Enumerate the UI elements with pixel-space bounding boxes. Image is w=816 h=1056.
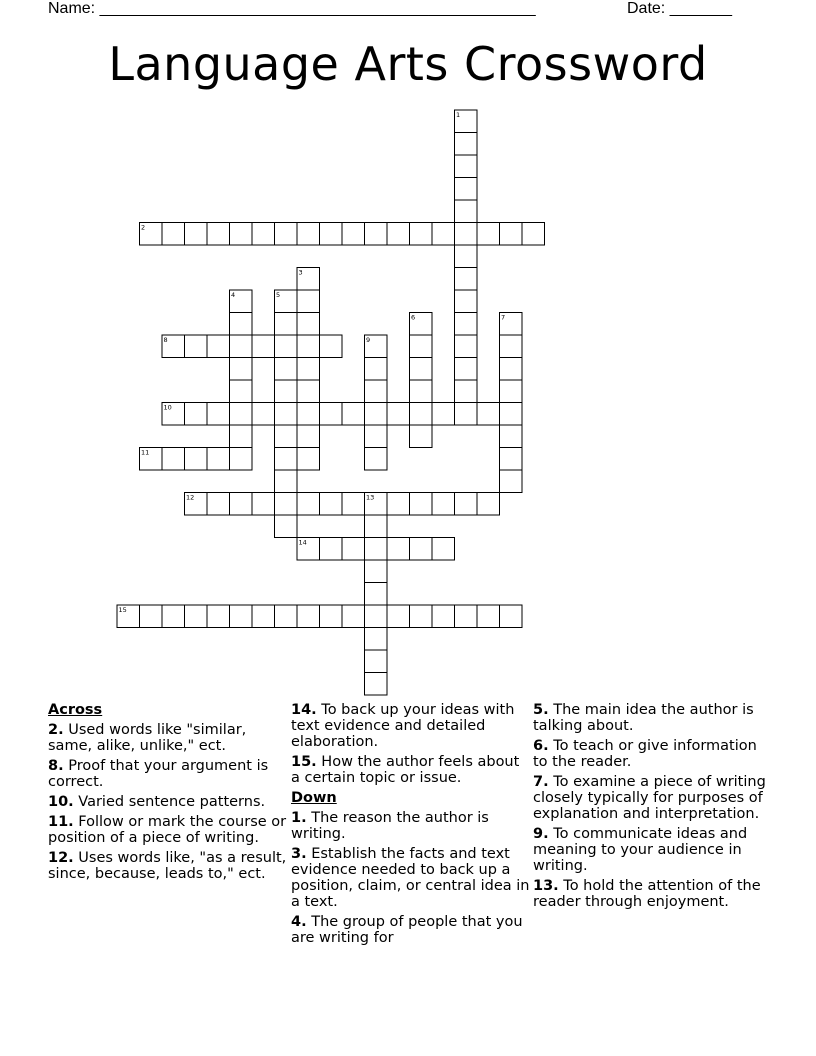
- grid-cell[interactable]: [387, 538, 410, 561]
- grid-cell[interactable]: [410, 403, 433, 426]
- grid-cell[interactable]: [455, 268, 478, 291]
- grid-cell[interactable]: [387, 493, 410, 516]
- clue-number: 4.: [291, 914, 307, 930]
- clue-number: 8.: [48, 758, 64, 774]
- clue-down-4: [291, 914, 531, 946]
- clue-number: 3.: [291, 846, 307, 862]
- clue-number: 10.: [48, 794, 74, 810]
- grid-cell[interactable]: [342, 538, 365, 561]
- grid-cell[interactable]: [207, 403, 230, 426]
- clue-number: 12.: [48, 850, 74, 866]
- grid-cell[interactable]: [297, 605, 320, 628]
- grid-cell[interactable]: [297, 403, 320, 426]
- grid-cell[interactable]: [410, 425, 433, 448]
- grid-cell[interactable]: [252, 335, 275, 358]
- grid-cell[interactable]: [297, 425, 320, 448]
- clue-column-2: [291, 702, 531, 950]
- clue-text: The main idea the author is talking about.: [533, 702, 754, 734]
- clue-column-3: [533, 702, 773, 914]
- cell-number: 4: [231, 291, 236, 299]
- name-field[interactable]: Name: _________________________________________________: [48, 0, 536, 17]
- clue-across-11: [48, 814, 288, 846]
- clue-down-9: [533, 826, 773, 874]
- grid-cell[interactable]: [365, 358, 388, 381]
- grid-cell[interactable]: [230, 493, 253, 516]
- grid-cell[interactable]: [455, 313, 478, 336]
- clue-text: Follow or mark the course or position of a piece of writing.: [48, 814, 287, 846]
- cell-number: 5: [276, 291, 281, 299]
- clue-across-14: [291, 702, 531, 750]
- grid-cell[interactable]: [365, 650, 388, 673]
- date-field[interactable]: Date: _______: [627, 0, 732, 17]
- cell-number: 14: [298, 538, 307, 547]
- grid-cell[interactable]: [207, 493, 230, 516]
- grid-cell[interactable]: [410, 335, 433, 358]
- grid-cell[interactable]: [365, 380, 388, 403]
- grid-cell[interactable]: [342, 605, 365, 628]
- grid-cell[interactable]: [432, 403, 455, 426]
- clue-down-13: [533, 878, 773, 910]
- grid-cell[interactable]: [455, 335, 478, 358]
- cell-number: 12: [186, 493, 195, 502]
- grid-cell[interactable]: [185, 223, 208, 246]
- grid-cell[interactable]: [455, 605, 478, 628]
- grid-cell[interactable]: [410, 358, 433, 381]
- grid-cell[interactable]: [500, 605, 523, 628]
- cell-number: 11: [141, 448, 150, 457]
- clue-number: 5.: [533, 702, 549, 718]
- grid-cell[interactable]: [185, 448, 208, 471]
- clue-number: 14.: [291, 702, 317, 718]
- grid-cell[interactable]: [275, 515, 298, 538]
- clue-number: 2.: [48, 722, 64, 738]
- grid-cell[interactable]: [455, 133, 478, 156]
- grid-cell[interactable]: [410, 538, 433, 561]
- clue-down-5: [533, 702, 773, 734]
- grid-cell[interactable]: [230, 425, 253, 448]
- grid-cell[interactable]: [230, 605, 253, 628]
- grid-cell[interactable]: [500, 448, 523, 471]
- grid-cell[interactable]: [455, 380, 478, 403]
- grid-cell[interactable]: [230, 223, 253, 246]
- grid-cell[interactable]: [477, 493, 500, 516]
- clue-down-1: [291, 810, 531, 842]
- clue-down-7: [533, 774, 773, 822]
- grid-cell[interactable]: [230, 335, 253, 358]
- grid-cell[interactable]: [500, 223, 523, 246]
- grid-cell[interactable]: [342, 403, 365, 426]
- cell-number: 13: [366, 493, 375, 502]
- clue-across-10: [48, 794, 288, 810]
- grid-cell[interactable]: [500, 403, 523, 426]
- grid-cell[interactable]: [275, 380, 298, 403]
- grid-cell[interactable]: [455, 358, 478, 381]
- clue-text: Proof that your argument is correct.: [48, 758, 269, 790]
- clue-text: How the author feels about a certain topic or issue.: [291, 754, 520, 786]
- grid-cell[interactable]: [342, 223, 365, 246]
- grid-cell[interactable]: [365, 515, 388, 538]
- grid-cell[interactable]: [432, 493, 455, 516]
- cell-number: 9: [366, 336, 371, 344]
- grid-cell[interactable]: [162, 605, 185, 628]
- grid-cell[interactable]: [500, 358, 523, 381]
- clue-number: 7.: [533, 774, 549, 790]
- grid-cell[interactable]: [455, 290, 478, 313]
- clue-across-2: [48, 722, 288, 754]
- clue-across-8: [48, 758, 288, 790]
- grid-cell[interactable]: [455, 155, 478, 178]
- cell-number: 3: [298, 268, 303, 277]
- grid-cell[interactable]: [365, 673, 388, 696]
- grid-cell[interactable]: [477, 223, 500, 246]
- grid-cell[interactable]: [207, 223, 230, 246]
- grid-cell[interactable]: [455, 493, 478, 516]
- grid-cell[interactable]: [432, 605, 455, 628]
- cell-number: 8: [163, 336, 168, 344]
- cell-number: 7: [501, 313, 506, 322]
- grid-cell[interactable]: [162, 223, 185, 246]
- grid-cell[interactable]: [387, 223, 410, 246]
- grid-cell[interactable]: [365, 628, 388, 651]
- grid-cell[interactable]: [275, 358, 298, 381]
- grid-cell[interactable]: [297, 335, 320, 358]
- clue-number: 13.: [533, 878, 559, 894]
- page-title: Language Arts Crossword: [108, 37, 708, 91]
- clue-text: Varied sentence patterns.: [78, 794, 266, 810]
- clue-text: Establish the facts and text evidence needed to back up a position, claim, or central idea in a text.: [291, 846, 530, 910]
- grid-cell[interactable]: [185, 335, 208, 358]
- grid-cell[interactable]: [455, 403, 478, 426]
- grid-cell[interactable]: [230, 403, 253, 426]
- cell-number: 10: [163, 403, 172, 412]
- grid-cell[interactable]: [207, 335, 230, 358]
- grid-cell[interactable]: [320, 493, 343, 516]
- grid-cell[interactable]: [365, 403, 388, 426]
- grid-cell[interactable]: [252, 223, 275, 246]
- grid-cell[interactable]: [365, 560, 388, 583]
- grid-cell[interactable]: [320, 538, 343, 561]
- grid-cell[interactable]: [252, 493, 275, 516]
- grid-cell[interactable]: [297, 380, 320, 403]
- grid-cell[interactable]: [477, 605, 500, 628]
- grid-cell[interactable]: [275, 425, 298, 448]
- cell-number: 2: [141, 223, 146, 232]
- grid-cell[interactable]: [230, 358, 253, 381]
- clue-text: The reason the author is writing.: [291, 810, 489, 842]
- grid-cell[interactable]: [207, 448, 230, 471]
- cell-number: 15: [118, 606, 127, 614]
- grid-cell[interactable]: [252, 403, 275, 426]
- clue-number: 9.: [533, 826, 549, 842]
- clue-text: To teach or give information to the reader.: [533, 738, 757, 770]
- clue-number: 15.: [291, 754, 317, 770]
- clue-across-12: [48, 850, 288, 882]
- grid-cell[interactable]: [365, 605, 388, 628]
- grid-cell[interactable]: [162, 448, 185, 471]
- grid-cell[interactable]: [500, 470, 523, 493]
- grid-cell[interactable]: [140, 605, 163, 628]
- grid-cell[interactable]: [275, 493, 298, 516]
- grid-cell[interactable]: [275, 448, 298, 471]
- grid-cell[interactable]: [297, 448, 320, 471]
- grid-cell[interactable]: [410, 493, 433, 516]
- grid-cell[interactable]: [275, 313, 298, 336]
- grid-cell[interactable]: [275, 470, 298, 493]
- grid-cell[interactable]: [275, 403, 298, 426]
- grid-cell[interactable]: [410, 380, 433, 403]
- grid-cell[interactable]: [297, 313, 320, 336]
- grid-cell[interactable]: [387, 605, 410, 628]
- grid-cell[interactable]: [320, 605, 343, 628]
- grid-cell[interactable]: [342, 493, 365, 516]
- grid-cell[interactable]: [365, 448, 388, 471]
- clue-text: To hold the attention of the reader through enjoyment.: [533, 878, 761, 910]
- grid-cell[interactable]: [275, 335, 298, 358]
- clue-text: To examine a piece of writing closely typically for purposes of explanation and interpretation.: [533, 774, 766, 822]
- clue-number: 6.: [533, 738, 549, 754]
- grid-cell[interactable]: [297, 290, 320, 313]
- clue-text: To back up your ideas with text evidence and detailed elaboration.: [291, 702, 515, 750]
- down-heading: Down: [291, 790, 337, 806]
- clue-text: Uses words like, "as a result, since, because, leads to," ect.: [48, 850, 287, 882]
- grid-cell[interactable]: [320, 223, 343, 246]
- clue-number: 11.: [48, 814, 74, 830]
- grid-cell[interactable]: [297, 358, 320, 381]
- grid-cell[interactable]: [387, 403, 410, 426]
- grid-cell[interactable]: [230, 313, 253, 336]
- grid-cell[interactable]: [500, 380, 523, 403]
- grid-cell[interactable]: [365, 223, 388, 246]
- grid-cell[interactable]: [365, 583, 388, 606]
- grid-cell[interactable]: [432, 538, 455, 561]
- grid-cell[interactable]: [500, 425, 523, 448]
- clue-text: Used words like "similar, same, alike, unlike," ect.: [48, 722, 247, 754]
- grid-cell[interactable]: [275, 605, 298, 628]
- grid-cell[interactable]: [275, 223, 298, 246]
- grid-cell[interactable]: [297, 223, 320, 246]
- grid-cell[interactable]: [320, 335, 343, 358]
- grid-cell[interactable]: [500, 335, 523, 358]
- grid-cell[interactable]: [410, 605, 433, 628]
- grid-cell[interactable]: [320, 403, 343, 426]
- clue-column-1: [48, 702, 288, 886]
- grid-cell[interactable]: [432, 223, 455, 246]
- clue-down-3: [291, 846, 531, 910]
- grid-cell[interactable]: [410, 223, 433, 246]
- grid-cell[interactable]: [185, 403, 208, 426]
- clue-number: 1.: [291, 810, 307, 826]
- clue-text: To communicate ideas and meaning to your audience in writing.: [533, 826, 748, 874]
- clue-across-15: [291, 754, 531, 786]
- clue-down-6: [533, 738, 773, 770]
- grid-cell[interactable]: [365, 538, 388, 561]
- grid-cell[interactable]: [455, 200, 478, 223]
- grid-cell[interactable]: [455, 245, 478, 268]
- cell-number: 1: [456, 111, 461, 119]
- grid-cell[interactable]: [297, 493, 320, 516]
- grid-cell[interactable]: [230, 448, 253, 471]
- grid-cell[interactable]: [522, 223, 545, 246]
- clue-text: The group of people that you are writing for: [291, 914, 523, 946]
- across-heading: Across: [48, 702, 103, 718]
- grid-cell[interactable]: [185, 605, 208, 628]
- cell-number: 6: [411, 313, 416, 322]
- grid-cell[interactable]: [207, 605, 230, 628]
- grid-cell[interactable]: [477, 403, 500, 426]
- grid-cell[interactable]: [365, 425, 388, 448]
- grid-cell[interactable]: [230, 380, 253, 403]
- grid-cell[interactable]: [455, 223, 478, 246]
- grid-cell[interactable]: [455, 178, 478, 201]
- grid-cell[interactable]: [252, 605, 275, 628]
